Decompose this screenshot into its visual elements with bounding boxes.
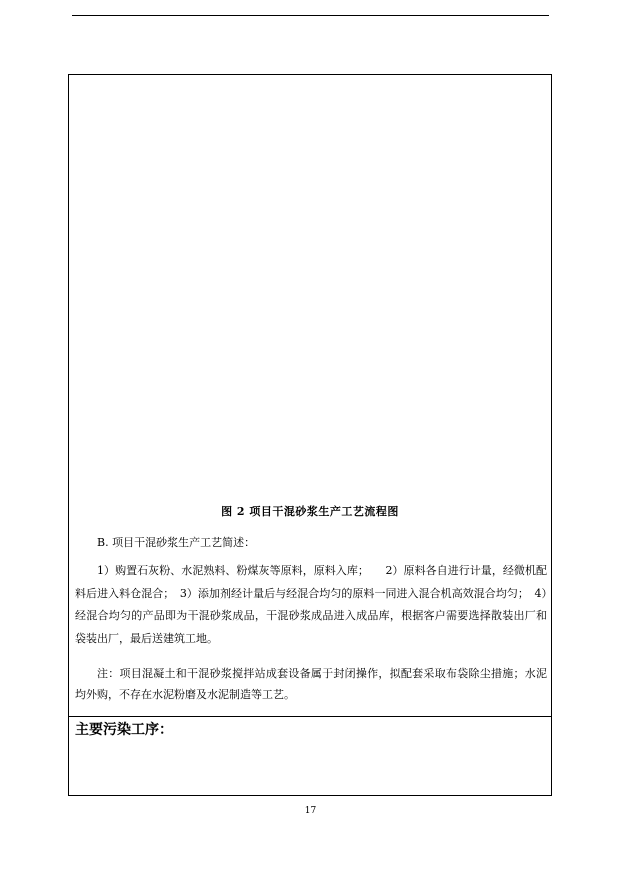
- section-b-intro: B. 项目干混砂浆生产工艺简述：: [97, 536, 256, 549]
- process-steps-paragraph: 1）购置石灰粉、水泥熟料、粉煤灰等原料，原料入库； 2）原料各自进行计量，经微机配料后进入料仓混合； 3）添加剂经计量后与经混合均匀的原料一同进入混合机高效混合均匀； 4）经混合均匀的产品即为干混砂浆成品，干混砂浆成品进入成品库，根据客户需要选择散装出厂和袋装出厂，最后送建筑工地。: [75, 564, 547, 645]
- table-row-divider: [68, 716, 552, 717]
- figure-caption: 图 2 项目干混砂浆生产工艺流程图: [221, 505, 399, 518]
- header-rule: [72, 15, 549, 16]
- page-number: 17: [304, 806, 317, 816]
- pollution-section-heading: 主要污染工序：: [75, 722, 173, 738]
- process-note-paragraph: 注：项目混凝土和干混砂浆搅拌站成套设备属于封闭操作，拟配套采取布袋除尘措施；水泥均外购，不存在水泥粉磨及水泥制造等工艺。: [75, 667, 547, 701]
